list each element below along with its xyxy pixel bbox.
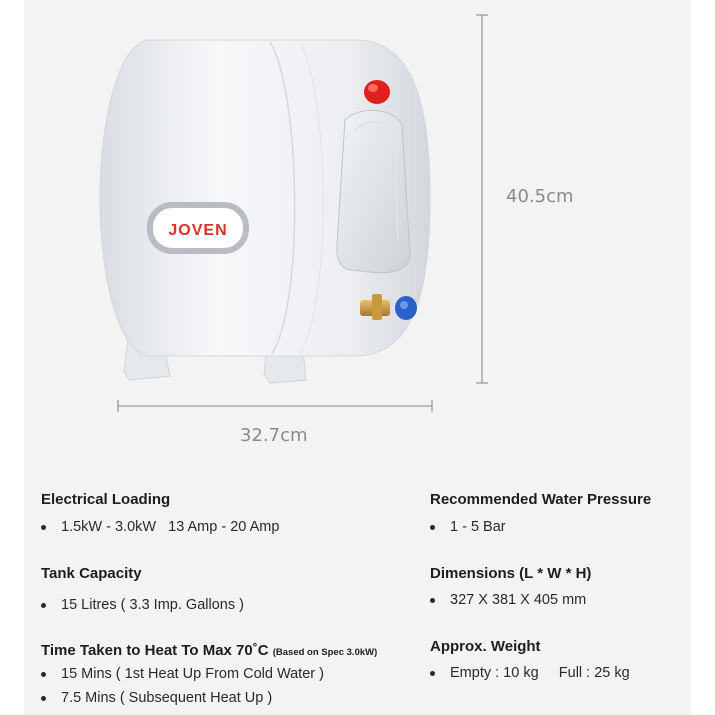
spec-item: Empty : 10 kg Full : 25 kg <box>430 661 630 685</box>
spec-item: 327 X 381 X 405 mm <box>430 588 591 612</box>
spec-title-weight: Approx. Weight <box>430 638 541 655</box>
spec-weight <box>430 638 630 685</box>
relief-valve <box>364 80 390 104</box>
width-dimension-line <box>118 400 432 412</box>
brand-badge <box>150 205 246 251</box>
spec-list-heat-time <box>41 662 377 710</box>
spec-item: 15 Mins ( 1st Heat Up From Cold Water ) <box>41 662 377 686</box>
spec-title-electrical: Electrical Loading <box>41 491 171 508</box>
spec-item: 1 - 5 Bar <box>430 515 651 539</box>
brand-logo-text: JOVEN <box>168 222 228 239</box>
spec-title-heat-time-note: (Based on Spec 3.0kW) <box>272 647 378 658</box>
spec-title-heat-time-text: Time Taken to Heat To Max 70˚C <box>41 642 269 659</box>
spec-item: 15 Litres ( 3.3 Imp. Gallons ) <box>41 593 244 617</box>
spec-dimensions <box>430 565 591 612</box>
spec-list-weight <box>430 661 630 685</box>
spec-list-dimensions <box>430 588 591 612</box>
spec-electrical-loading <box>41 491 279 539</box>
thermostat-cover <box>337 110 410 272</box>
spec-heat-time <box>41 642 377 710</box>
width-label: 32.7cm <box>240 425 308 446</box>
spec-list-electrical <box>41 515 279 539</box>
height-dimension-line <box>476 15 488 383</box>
spec-title-pressure: Recommended Water Pressure <box>430 491 652 508</box>
spec-tank-capacity <box>41 565 244 617</box>
height-label: 40.5cm <box>506 186 574 207</box>
spec-item: 7.5 Mins ( Subsequent Heat Up ) <box>41 686 377 710</box>
spec-title-dimensions: Dimensions (L * W * H) <box>430 565 592 582</box>
spec-list-tank <box>41 593 244 617</box>
spec-water-pressure <box>430 491 651 539</box>
spec-title-heat-time <box>41 642 377 659</box>
spec-title-tank: Tank Capacity <box>41 565 142 582</box>
spec-item: 1.5kW - 3.0kW 13 Amp - 20 Amp <box>41 515 279 539</box>
spec-list-pressure <box>430 515 651 539</box>
